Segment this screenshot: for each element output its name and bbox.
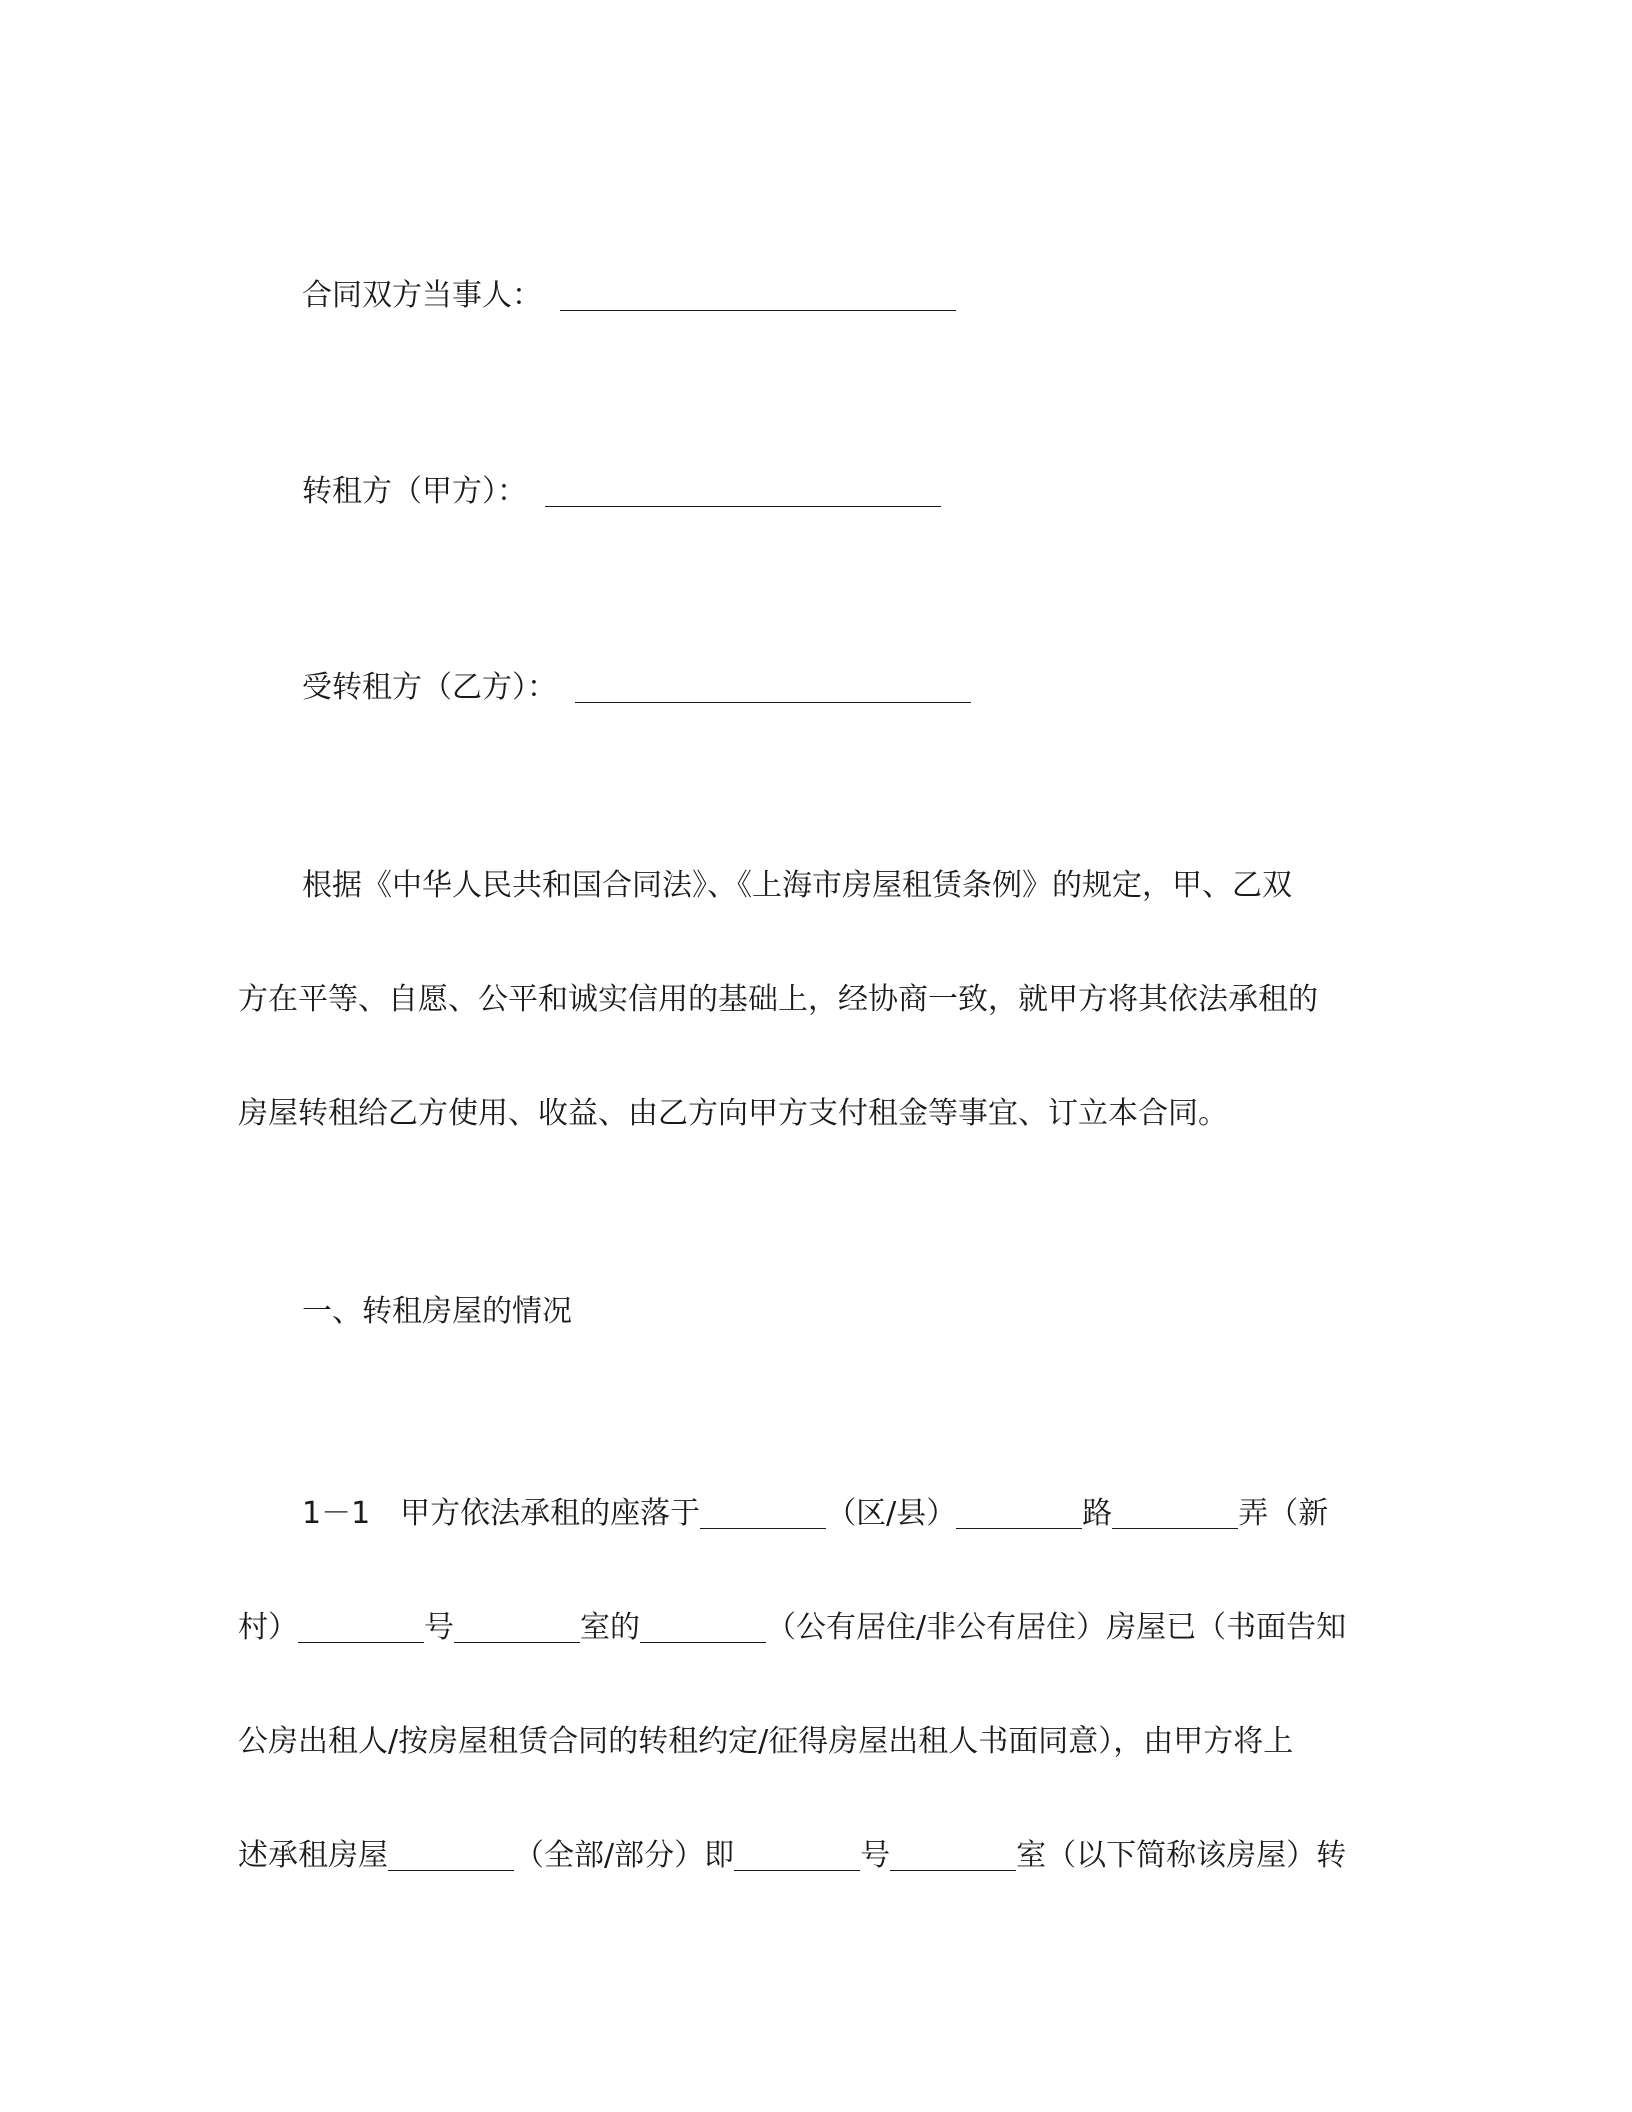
scope-blank [388,1869,514,1871]
lessor-label: 转租方（甲方）： [302,474,527,509]
district-blank [700,1527,826,1529]
lessor-blank [545,505,941,507]
lessee-label: 受转租方（乙方）： [302,670,557,705]
parties-label: 合同双方当事人： [302,278,542,313]
type-blank [640,1641,766,1643]
lessor-line [302,472,941,512]
parties-line [302,276,956,316]
room-blank [454,1641,580,1643]
clause-text: 号 [860,1838,891,1873]
sublet-number-blank [734,1869,860,1871]
clause-text: （全部/部分）即 [514,1838,735,1873]
clause-1-1-line-3: 公房出租人/按房屋租赁合同的转租约定/征得房屋出租人书面同意），由甲方将上 [238,1724,1294,1759]
clause-text: 弄（新 [1238,1496,1329,1531]
intro-line-2: 方在平等、自愿、公平和诚实信用的基础上，经协商一致，就甲方将其依法承租的 [238,982,1318,1017]
clause-text: 路 [1082,1496,1113,1531]
intro-line-1: 根据《中华人民共和国合同法》、《上海市房屋租赁条例》的规定，甲、乙双 [302,868,1292,903]
clause-text: 述承租房屋 [238,1838,388,1873]
clause-text: 号 [424,1610,454,1645]
intro-line-3: 房屋转租给乙方使用、收益、由乙方向甲方支付租金等事宜、订立本合同。 [238,1096,1228,1131]
clause-text: （公有居住/非公有居住）房屋已（书面告知 [766,1610,1347,1645]
parties-blank [560,309,956,311]
clause-1-1-line-4 [238,1836,1346,1876]
clause-text: 村） [238,1610,298,1645]
clause-text: 1－1 甲方依法承租的座落于 [302,1496,701,1531]
number-blank [298,1641,424,1643]
clause-text: 室的 [580,1610,640,1645]
section-1-title: 一、转租房屋的情况 [302,1294,572,1329]
lessee-blank [575,701,971,703]
clause-text: 室（以下简称该房屋）转 [1016,1838,1347,1873]
sublet-room-blank [890,1869,1016,1871]
clause-1-1-line-1 [302,1494,1328,1534]
lessee-line [302,668,971,708]
road-blank [956,1527,1082,1529]
clause-text: （区/县） [826,1496,957,1531]
lane-blank [1112,1527,1238,1529]
clause-1-1-line-2 [238,1608,1346,1648]
